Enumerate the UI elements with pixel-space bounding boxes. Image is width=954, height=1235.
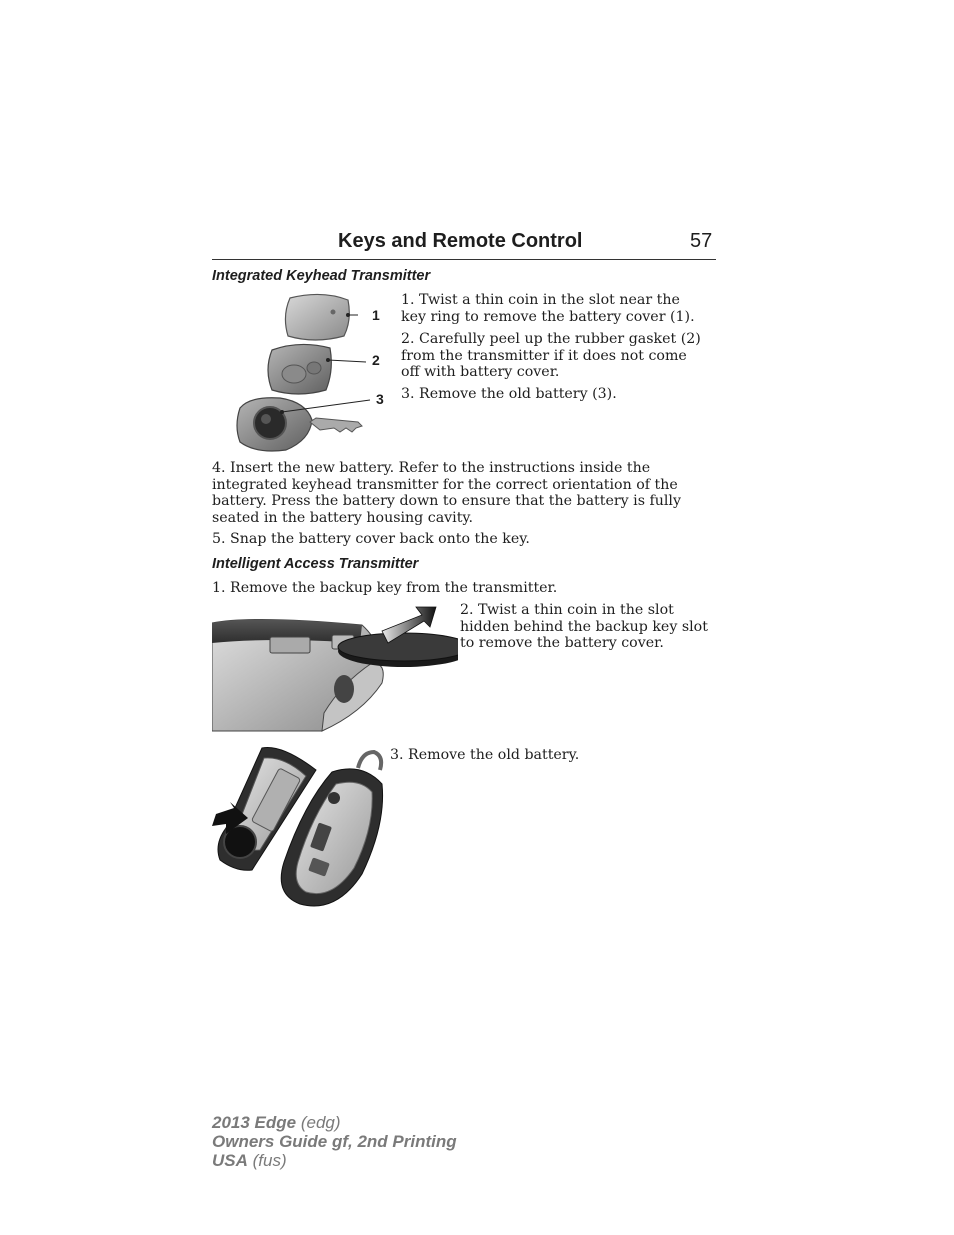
section-heading-intelligent-access: Intelligent Access Transmitter [212,556,419,572]
footer-market-code: (fus) [252,1151,287,1170]
footer-guide: Owners Guide gf, 2nd Printing [212,1132,457,1151]
footer-market-line [212,1151,287,1170]
intelligent-step-2: 2. Twist a thin coin in the slot hidden behind the backup key slot to remove the battery cover. [460,602,708,651]
keyhead-step-4: 4. Insert the new battery. Refer to the instructions inside the integrated keyhead transmitter for the correct orientation of the battery. Press the battery down to ensure that the battery is fully seated in the battery housing cavity. [212,460,681,526]
keyhead-step-5: 5. Snap the battery cover back onto the key. [212,531,530,547]
keyhead-step-3: 3. Remove the old battery (3). [401,386,617,402]
footer-model: 2013 Edge [212,1113,297,1132]
header-divider [212,259,716,260]
page-title: Keys and Remote Control [338,230,583,252]
footer-model-line [212,1113,341,1132]
intelligent-step-3: 3. Remove the old battery. [390,747,580,763]
keyhead-step-1: 1. Twist a thin coin in the slot near the key ring to remove the battery cover (1). [401,292,695,325]
figure-label-3: 3 [376,391,384,407]
battery-cover-removal-illustration [212,603,458,733]
section-heading-keyhead: Integrated Keyhead Transmitter [212,268,431,284]
figure-label-1: 1 [372,307,380,323]
footer-guide-line [212,1132,457,1151]
keyhead-step-2: 2. Carefully peel up the rubber gasket (2) from the transmitter if it does not come off with battery cover. [401,331,701,380]
footer-market: USA [212,1151,248,1170]
footer-model-code: (edg) [300,1113,341,1132]
battery-removal-illustration [212,744,388,912]
figure-label-2: 2 [372,352,380,368]
page-number: 57 [690,230,713,252]
intelligent-step-1: 1. Remove the backup key from the transmitter. [212,580,558,596]
